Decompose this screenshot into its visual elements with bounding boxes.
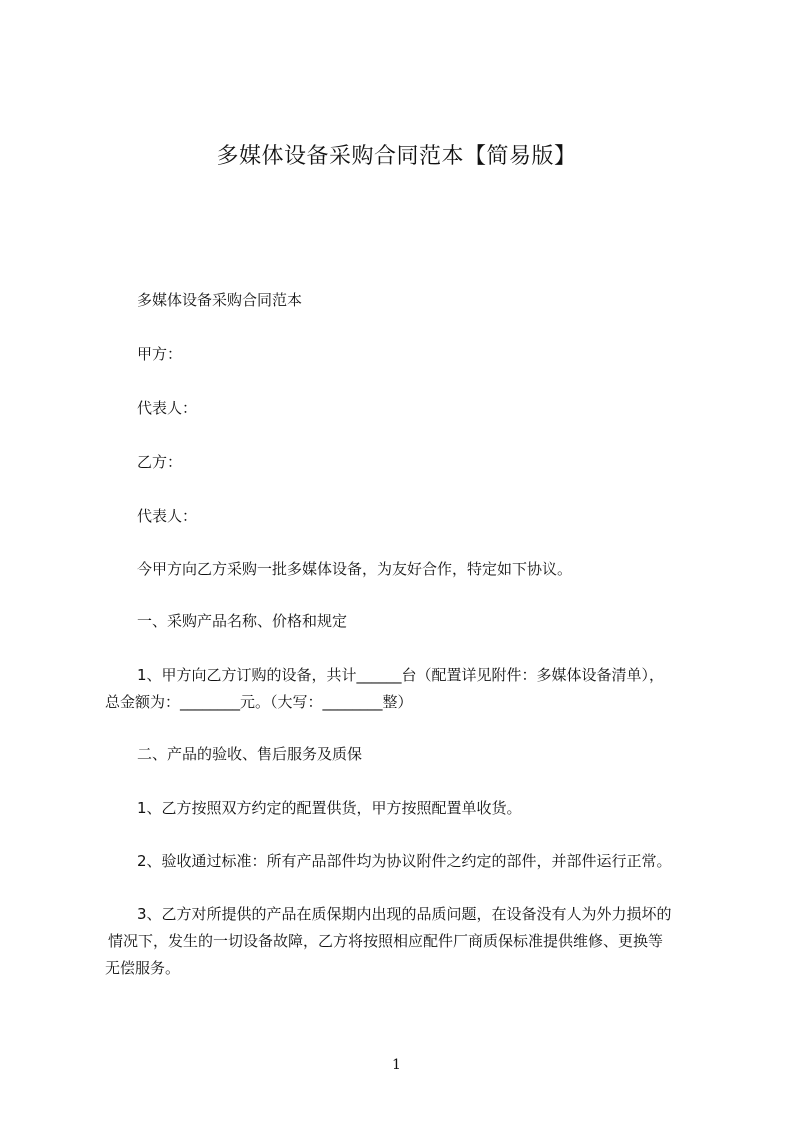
clause-2-1: 1、乙方按照双方约定的配置供货，甲方按照配置单收货。 [137, 799, 522, 817]
clause-2-2: 2、验收通过标准：所有产品部件均为协议附件之约定的部件，并部件运行正常。 [137, 852, 672, 870]
clause-2-3-line-1: 3、乙方对所提供的产品在质保期内出现的品质问题，在设备没有人为外力损坏的 [137, 905, 672, 923]
document-title: 多媒体设备采购合同范本【简易版】 [216, 144, 577, 169]
party-b-field: 乙方： [137, 453, 183, 471]
clause-1-1-line-1: 1、甲方向乙方订购的设备，共计______台（配置详见附件：多媒体设备清单）， [137, 666, 665, 684]
contract-heading: 多媒体设备采购合同范本 [137, 291, 303, 309]
party-a-representative-field: 代表人： [137, 399, 198, 417]
party-a-field: 甲方： [137, 345, 183, 363]
page-number: 1 [392, 1057, 401, 1073]
section-heading-2: 二、产品的验收、售后服务及质保 [137, 745, 363, 763]
party-b-representative-field: 代表人： [137, 507, 198, 525]
intro-paragraph: 今甲方向乙方采购一批多媒体设备，为友好合作，特定如下协议。 [137, 560, 573, 578]
clause-2-3-line-2: 情况下，发生的一切设备故障，乙方将按照相应配件厂商质保标准提供维修、更换等 [108, 932, 664, 950]
section-heading-1: 一、采购产品名称、价格和规定 [137, 612, 348, 630]
clause-2-3-line-3: 无偿服务。 [105, 959, 181, 977]
clause-1-1-line-2: 总金额为：________元。（大写：________整） [105, 693, 413, 711]
